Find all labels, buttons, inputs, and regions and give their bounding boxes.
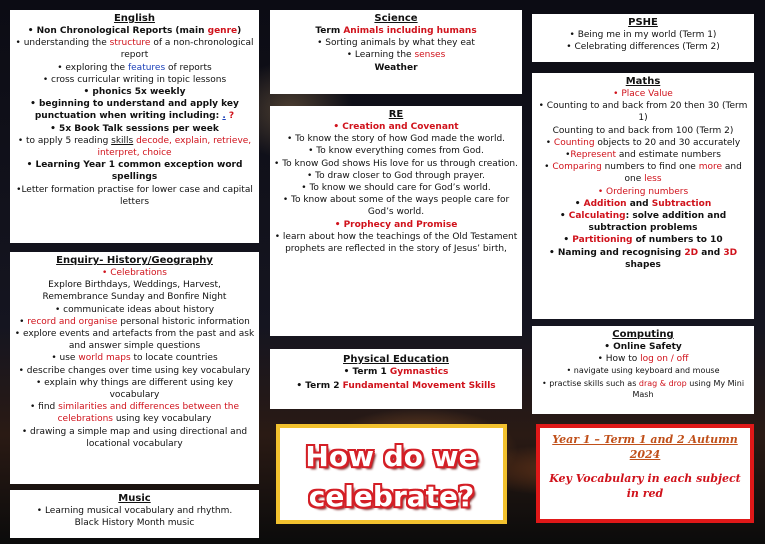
science-line: Weather xyxy=(374,62,418,73)
maths-line: • Place Value xyxy=(613,89,673,99)
science-line: • Learning the senses xyxy=(346,50,446,61)
enquiry-title: Enquiry- History/Geography xyxy=(56,255,213,266)
maths-line: • Counting to and back from 20 then 30 (Term 1) xyxy=(538,101,748,124)
pe-line: • Term 2 Fundamental Movement Skills xyxy=(296,381,496,392)
maths-line: • Comparing numbers to find one more and one less xyxy=(544,162,742,185)
english-line: • 5x Book Talk sessions per week xyxy=(50,123,219,134)
main-title-line: celebrate? xyxy=(308,480,475,513)
re-line: • To know everything comes from God. xyxy=(308,146,484,157)
science-panel xyxy=(270,10,522,94)
maths-line: • Ordering numbers xyxy=(597,186,689,197)
maths-line: • Partitioning of numbers to 10 xyxy=(563,235,723,246)
main-title-box xyxy=(276,424,507,524)
english-line: •Letter formation practise for lower case and capital letters xyxy=(16,184,253,207)
re-line: • Prophecy and Promise xyxy=(334,219,458,230)
enquiry-line: • explain why things are different using key vocabulary xyxy=(35,377,234,401)
re-line: • To know the story of how God made the world. xyxy=(286,134,506,145)
music-line: Black History Month music xyxy=(74,518,195,529)
enquiry-line: • use world maps to locate countries xyxy=(51,353,218,364)
re-line: • To draw closer to God through prayer. xyxy=(306,170,486,181)
pshe-line: • Being me in my world (Term 1) xyxy=(569,30,717,40)
english-line: • Non Chronological Reports (main genre) xyxy=(27,26,242,36)
enquiry-panel xyxy=(10,252,259,484)
english-line: • to apply 5 reading skills decode, explain, retrieve, interpret, choice xyxy=(17,135,252,159)
music-panel xyxy=(10,490,259,538)
english-line: • phonics 5x weekly xyxy=(83,87,186,98)
term-subtitle: Key Vocabulary in each subject in red xyxy=(549,472,741,500)
music-title: Music xyxy=(118,493,151,504)
pshe-panel xyxy=(532,14,754,62)
computing-line: • Online Safety xyxy=(604,342,682,352)
enquiry-line: • find similarities and differences between the celebrations using key vocabulary xyxy=(30,402,239,425)
english-line: • cross curricular writing in topic lessons xyxy=(42,74,227,85)
enquiry-line: • record and organise personal historic information xyxy=(19,316,250,327)
main-title-line: How do we xyxy=(305,440,478,473)
maths-line: • Addition and Subtraction xyxy=(574,198,712,209)
english-line: • understanding the structure of a non-chronological report xyxy=(15,38,254,61)
science-title: Science xyxy=(374,13,418,24)
english-panel xyxy=(10,10,259,243)
enquiry-line: • explore events and artefacts from the past and ask and answer simple questions xyxy=(14,329,255,352)
re-line: • To know God shows His love for us through creation. xyxy=(274,158,518,169)
re-line: • To know we should care for God’s world. xyxy=(301,183,491,194)
pe-line: • Term 1 Gymnastics xyxy=(343,367,449,377)
computing-line: • navigate using keyboard and mouse xyxy=(566,366,720,376)
maths-line: •Represent and estimate numbers xyxy=(565,150,721,161)
maths-line: • Calculating: solve addition and subtraction problems xyxy=(559,211,727,234)
pshe-title: PSHE xyxy=(628,17,658,28)
re-line: • learn about how the teachings of the Old Testament prophets are reflected in the story of Jesus’ birth, xyxy=(274,231,518,255)
english-line: • exploring the features of reports xyxy=(57,62,212,73)
maths-line: Counting to and back from 100 (Term 2) xyxy=(552,125,734,136)
re-line: • To know about some of the ways people care for God’s world. xyxy=(282,195,510,218)
enquiry-line: • communicate ideas about history xyxy=(54,304,215,315)
pshe-line: • Celebrating differences (Term 2) xyxy=(566,42,720,53)
science-line: • Sorting animals by what they eat xyxy=(317,38,475,49)
pe-panel xyxy=(270,349,522,409)
music-line: • Learning musical vocabulary and rhythm. xyxy=(36,506,233,516)
enquiry-line: • Celebrations xyxy=(102,268,167,278)
maths-line: • Naming and recognising 2D and 3D shapes xyxy=(548,247,738,270)
computing-title: Computing xyxy=(612,329,674,340)
re-title: RE xyxy=(388,109,404,120)
term-info-box xyxy=(536,424,754,523)
english-line: • Learning Year 1 common exception word spellings xyxy=(26,160,243,183)
term-heading: Year 1 – Term 1 and 2 Autumn 2024 xyxy=(552,433,738,461)
science-line: Term Animals including humans xyxy=(315,26,477,36)
maths-title: Maths xyxy=(625,76,661,87)
re-line: • Creation and Covenant xyxy=(333,122,459,132)
computing-line: • practise skills such as drag & drop using My Mini Mash xyxy=(541,378,745,399)
enquiry-line: • drawing a simple map and using directional and locational vocabulary xyxy=(21,426,248,449)
enquiry-line: • describe changes over time using key vocabulary xyxy=(18,365,251,376)
enquiry-line: Explore Birthdays, Weddings, Harvest, Remembrance Sunday and Bonfire Night xyxy=(42,280,227,303)
re-panel xyxy=(270,106,522,336)
computing-line: • How to log on / off xyxy=(597,354,689,365)
english-line: • beginning to understand and apply key punctuation when writing including: . ? xyxy=(30,99,239,122)
pe-title: Physical Education xyxy=(343,354,449,365)
english-title: English xyxy=(113,13,156,24)
maths-line: • Counting objects to 20 and 30 accurately xyxy=(545,137,741,148)
computing-panel xyxy=(532,326,754,414)
maths-panel xyxy=(532,73,754,319)
